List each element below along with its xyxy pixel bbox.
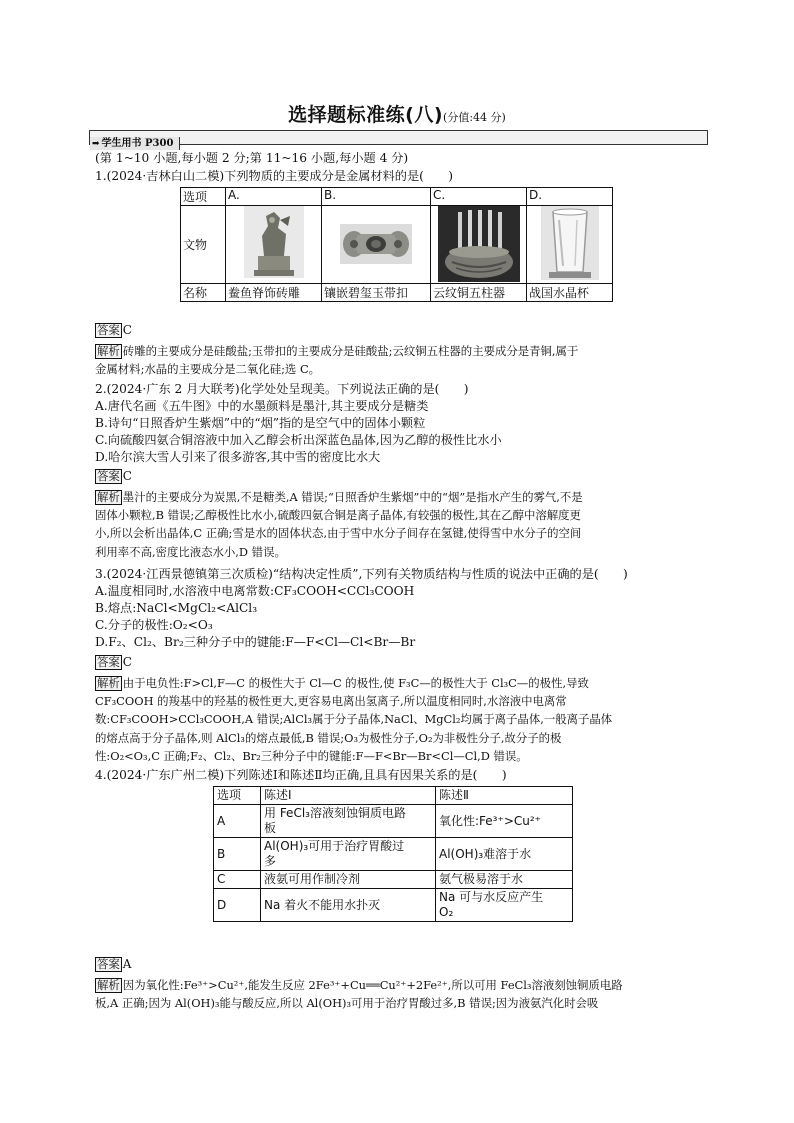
- q4-header-s2: 陈述Ⅱ: [436, 787, 573, 805]
- title-text: 选择题标准练(八): [288, 104, 444, 126]
- analysis-label: 解析: [97, 676, 120, 690]
- crystal-cup-icon: [541, 206, 599, 280]
- q4-analysis: [95, 976, 712, 1012]
- score-text: (分值:44 分): [443, 111, 506, 124]
- q4-row-d-s2-line: O₂: [439, 905, 454, 919]
- bronze-pillar-icon: [438, 206, 520, 282]
- q2-option-c: C.向硫酸四氨合铜溶液中加入乙醇会析出深蓝色晶体,因为乙醇的极性比水小: [95, 433, 502, 447]
- artifact-c-image: [431, 206, 527, 284]
- artifact-d-image: [527, 206, 613, 284]
- q3-option-c: C.分子的极性:O₂<O₃: [95, 618, 213, 632]
- option-c: C.: [431, 188, 527, 206]
- answer-label: 答案: [97, 655, 120, 669]
- q4-answer-value: A: [122, 957, 132, 971]
- q4-row-a-s1-line: 板: [264, 821, 277, 835]
- q4-row-d-s2-line: Na 可与水反应产生: [439, 890, 544, 904]
- jade-buckle-icon: [340, 224, 412, 264]
- q4-table: [213, 786, 573, 922]
- q2-stem: 2.(2024·广东 2 月大联考)化学处处呈现美。下列说法正确的是( ): [95, 382, 469, 396]
- q4-header-option: 选项: [214, 787, 261, 805]
- q4-row-a-option: A: [214, 805, 261, 838]
- q3-analysis-line: CF₃COOH 的羧基中的羟基的极性更大,更容易电离出氢离子,所以温度相同时,水溶液中电离常: [95, 694, 567, 709]
- q3-analysis: [95, 674, 712, 765]
- answer-label: 答案: [97, 469, 120, 483]
- q4-row-b-s1: [261, 838, 436, 871]
- page-title: [0, 100, 794, 127]
- row-header-name: 名称: [181, 284, 226, 302]
- q1-analysis-line: 砖雕的主要成分是硅酸盐;玉带扣的主要成分是硅酸盐;云纹铜五柱器的主要成分是青铜,属于: [122, 344, 579, 358]
- book-tag-label: 学生用书 P300: [101, 138, 174, 149]
- q3-analysis-line: 的熔点高于分子晶体,则 AlCl₃的熔点最低,B 错误;O₃为极性分子,O₂为非极性分子,故分子的极: [95, 730, 562, 745]
- q2-analysis: [95, 488, 712, 561]
- option-a: A.: [226, 188, 322, 206]
- book-tag-bar: [89, 130, 708, 149]
- q4-row-a-s2: 氧化性:Fe³⁺>Cu²⁺: [436, 805, 573, 838]
- q2-option-a: A.唐代名画《五牛图》中的水墨颜料是墨汁,其主要成分是糖类: [95, 399, 429, 413]
- name-a: 鲞鱼脊饰砖雕: [226, 284, 322, 302]
- q3-option-b: B.熔点:NaCl<MgCl₂<AlCl₃: [95, 601, 258, 615]
- option-d: D.: [527, 188, 613, 206]
- q3-analysis-line: 由于电负性:F>Cl,F—C 的极性大于 Cl—C 的极性,使 F₃C—的极性大于 Cl₃C—的极性,导致: [122, 676, 589, 690]
- q2-analysis-line: 固体小颗粒,B 错误;乙醇极性比水小,硫酸四氨合铜是离子晶体,有较强的极性,其在乙醇中溶解度更: [95, 508, 581, 523]
- intro-text: (第 1~10 小题,每小题 2 分;第 11~16 小题,每小题 4 分): [95, 151, 409, 165]
- q4-row-b-s1-line: Al(OH)₃可用于治疗胃酸过: [264, 839, 405, 853]
- q4-row-b-s1-line: 多: [264, 854, 277, 868]
- row-header-option: 选项: [181, 188, 226, 206]
- q3-answer: [95, 655, 132, 670]
- q4-analysis-line: 因为氧化性:Fe³⁺>Cu²⁺,能发生反应 2Fe³⁺+Cu══Cu²⁺+2Fe²⁺,所以可用 FeCl₃溶液刻蚀铜质电路: [122, 978, 623, 992]
- q4-stem: 4.(2024·广东广州二模)下列陈述Ⅰ和陈述Ⅱ均正确,且具有因果关系的是( ): [95, 768, 507, 782]
- q1-stem: 1.(2024·吉林白山二模)下列物质的主要成分是金属材料的是( ): [95, 169, 454, 183]
- q4-row-d-s2: [436, 889, 573, 922]
- q4-answer: [95, 957, 131, 972]
- q4-row-c-option: C: [214, 871, 261, 889]
- q1-table: [180, 187, 613, 302]
- analysis-label: 解析: [97, 490, 120, 504]
- name-d: 战国水晶杯: [527, 284, 613, 302]
- q4-header-s1: 陈述Ⅰ: [261, 787, 436, 805]
- q3-option-a: A.温度相同时,水溶液中电离常数:CF₃COOH<CCl₃COOH: [95, 584, 415, 598]
- q3-answer-value: C: [122, 655, 132, 669]
- q4-row-b-s2: Al(OH)₃难溶于水: [436, 838, 573, 871]
- q2-analysis-line: 利用率不高,密度比液态水小,D 错误。: [95, 544, 286, 559]
- q4-row-c-s2: 氨气极易溶于水: [436, 871, 573, 889]
- q2-option-b: B.诗句“日照香炉生紫烟”中的“烟”指的是空气中的固体小颗粒: [95, 416, 426, 430]
- q3-option-d: D.F₂、Cl₂、Br₂三种分子中的键能:F—F<Cl—Cl<Br—Br: [95, 635, 416, 649]
- q4-row-b-option: B: [214, 838, 261, 871]
- name-b: 镶嵌碧玺玉带扣: [322, 284, 431, 302]
- q4-row-c-s1: 液氨可用作制冷剂: [261, 871, 436, 889]
- q3-analysis-line: 性:O₂<O₃,C 正确;F₂、Cl₂、Br₂三种分子中的键能:F—F<Br—Br<Cl—Cl,D 错误。: [95, 748, 528, 763]
- q2-analysis-line: 小,所以会析出晶体,C 正确;雪是水的固体状态,由于雪中水分子间存在氢键,使得雪中水分子的空间: [95, 526, 582, 541]
- name-c: 云纹铜五柱器: [431, 284, 527, 302]
- q1-analysis-line: 金属材料;水晶的主要成分是二氧化硅;选 C。: [95, 362, 321, 377]
- q2-option-d: D.哈尔滨大雪人引来了很多游客,其中雪的密度比水大: [95, 450, 381, 464]
- q4-row-d-s1: Na 着火不能用水扑灭: [261, 889, 436, 922]
- artifact-a-image: [226, 206, 322, 284]
- q3-analysis-line: 数:CF₃COOH>CCl₃COOH,A 错误;AlCl₃属于分子晶体,NaCl、MgCl₂均属于离子晶体,一般离子晶体: [95, 712, 613, 727]
- answer-label: 答案: [97, 323, 120, 337]
- q1-analysis: [95, 342, 712, 378]
- option-b: B.: [322, 188, 431, 206]
- q4-analysis-line: 板,A 正确;因为 Al(OH)₃能与酸反应,所以 Al(OH)₃可用于治疗胃酸过多,B 错误;因为液氨汽化时会吸: [95, 996, 599, 1011]
- book-tag: [90, 137, 180, 150]
- q1-answer-value: C: [122, 323, 132, 337]
- arrow-icon: ➡: [92, 139, 100, 149]
- q3-stem: 3.(2024·江西景德镇第三次质检)“结构决定性质”,下列有关物质结构与性质的说法中正确的是( ): [95, 567, 628, 581]
- row-header-artifact: 文物: [181, 206, 226, 284]
- brick-carving-icon: [244, 206, 304, 278]
- q2-answer: [95, 469, 132, 484]
- q2-answer-value: C: [122, 469, 132, 483]
- q2-analysis-line: 墨汁的主要成分为炭黑,不是糖类,A 错误;“日照香炉生紫烟”中的“烟”是指水产生的雾气,不是: [122, 490, 583, 504]
- q4-row-a-s1: [261, 805, 436, 838]
- answer-label: 答案: [97, 957, 120, 971]
- q4-row-d-option: D: [214, 889, 261, 922]
- analysis-label: 解析: [97, 344, 120, 358]
- artifact-b-image: [322, 206, 431, 284]
- q4-row-a-s1-line: 用 FeCl₃溶液刻蚀铜质电路: [264, 806, 406, 820]
- q1-answer: [95, 323, 132, 338]
- analysis-label: 解析: [97, 978, 120, 992]
